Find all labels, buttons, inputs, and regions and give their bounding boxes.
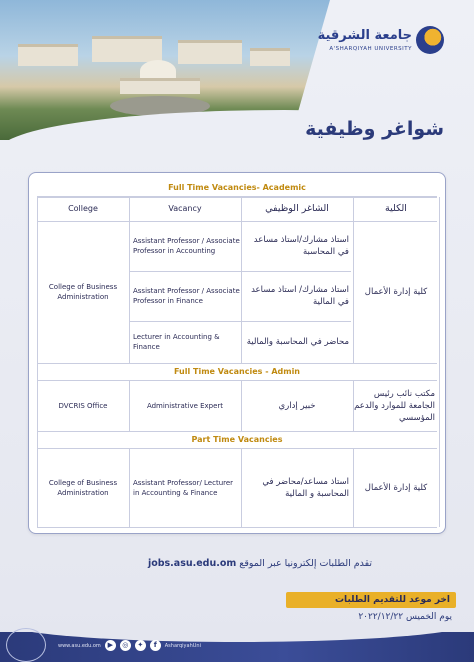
column-header-vacancy-ar: الشاغر الوظيفي bbox=[265, 203, 329, 214]
column-header-college: College bbox=[68, 204, 98, 213]
deadline-label: اخر موعد للتقديم الطلبات bbox=[286, 592, 456, 608]
section-heading-part-time: Part Time Vacancies bbox=[37, 431, 437, 449]
academic-vacancy-ar-3: محاضر في المحاسبة والمالية bbox=[246, 337, 349, 347]
section-heading-admin: Full Time Vacancies - Admin bbox=[37, 363, 437, 381]
academic-vacancy-ar-1: استاذ مشارك/استاذ مساعد في المحاسبة bbox=[253, 235, 349, 257]
logo-english: A'SHARQIYAH UNIVERSITY bbox=[329, 46, 412, 52]
academic-college: College of Business Administration bbox=[48, 283, 118, 301]
apply-instructions bbox=[110, 558, 410, 569]
instagram-icon[interactable]: ◎ bbox=[120, 640, 131, 651]
admin-vacancy: Administrative Expert bbox=[146, 402, 224, 410]
admin-vacancy-ar: خبير إداري bbox=[278, 401, 316, 411]
logo-arabic: جامعة الشرقية bbox=[317, 28, 412, 43]
admin-college: DVCRIS Office bbox=[58, 402, 108, 410]
part-time-vacancy-ar: استاذ مساعد/محاضر في المحاسبة و المالية bbox=[262, 477, 349, 499]
twitter-icon[interactable]: ✦ bbox=[135, 640, 146, 651]
part-time-college: College of Business Administration bbox=[48, 479, 118, 497]
academic-vacancy-3: Lecturer in Accounting & Finance bbox=[133, 333, 220, 351]
admin-college-ar: مكتب نائب رئيس الجامعة للموارد والدعم المؤسسي bbox=[354, 389, 435, 423]
academic-college-ar: كلية إدارة الأعمال bbox=[364, 287, 428, 297]
facebook-icon[interactable]: f bbox=[150, 640, 161, 651]
university-emblem-icon bbox=[416, 26, 444, 54]
academic-vacancy-1: Assistant Professor / Associate Professor in Accounting bbox=[133, 237, 240, 255]
page-title: شواغر وظيفية bbox=[305, 118, 444, 140]
part-time-vacancy: Assistant Professor/ Lecturer in Accounting & Finance bbox=[133, 479, 234, 497]
deadline-date: يوم الخميس ٢٠٢٢/١٢/٢٢ bbox=[358, 612, 452, 622]
social-links bbox=[58, 640, 201, 651]
academic-vacancy-ar-2: استاذ مشارك/ استاذ مساعد في المالية bbox=[251, 285, 349, 307]
footer-website[interactable]: www.asu.edu.om bbox=[58, 642, 101, 649]
emblem-outline-icon bbox=[6, 628, 46, 662]
apply-url[interactable]: jobs.asu.edu.om bbox=[147, 558, 237, 569]
section-heading-academic: Full Time Vacancies- Academic bbox=[37, 179, 437, 197]
vacancies-table bbox=[28, 172, 446, 534]
footer-handle[interactable]: AsharqiyahUni bbox=[164, 642, 201, 649]
academic-vacancy-2: Assistant Professor / Associate Professor in Finance bbox=[133, 287, 240, 305]
column-header-college-ar: الكلية bbox=[385, 203, 407, 214]
column-header-vacancy: Vacancy bbox=[168, 204, 202, 213]
part-time-college-ar: كلية إدارة الأعمال bbox=[364, 483, 428, 493]
university-logo bbox=[317, 22, 450, 62]
youtube-icon[interactable]: ▶ bbox=[105, 640, 116, 651]
apply-text: تقدم الطلبات إلكترونيا عبر الموقع bbox=[239, 558, 373, 569]
